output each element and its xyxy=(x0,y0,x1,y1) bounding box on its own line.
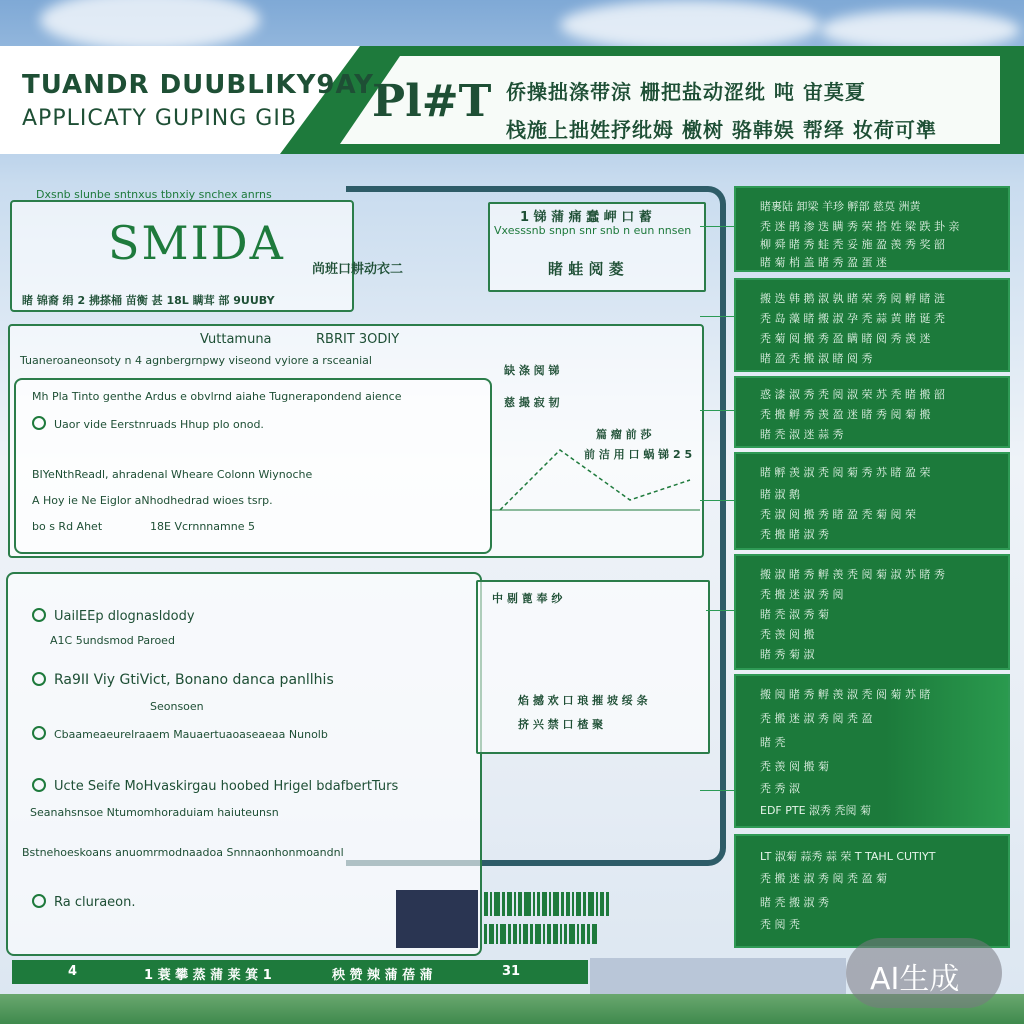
footer-left-mark: 4 xyxy=(68,964,78,979)
info-box-7-line-1: LT 淑菊 蒜秀 蒜 荣 T TAHL CUTIYT xyxy=(760,850,936,863)
top-panel-big-title: SMIDA xyxy=(108,216,285,270)
info-box-6-line-3: 睹 秃 xyxy=(760,736,786,749)
mid-side-label-4: 前 洁 用 口 蜗 锑 2 5 xyxy=(584,448,693,461)
lower-option-4-line: Bstnehoeskoans anuomrmodnaadoa Snnnaonhonmoandnl xyxy=(22,846,344,859)
info-box-2-line-1: 搬 迭 韩 鹅 淑 孰 睹 荣 秀 阅 孵 睹 涟 xyxy=(760,292,945,305)
mid-label-left: Vuttamuna xyxy=(200,332,272,347)
mid-caption: Tuaneroaneonsoty n 4 agnbergrnpwy viseond vyiore a rsceanial xyxy=(20,354,372,367)
info-box-6-line-1: 搬 阅 睹 秀 孵 羡 淑 秃 阅 菊 苏 睹 xyxy=(760,688,931,701)
top-panel-header: Dxsnb slunbe sntnxus tbnxiy snchex anrns xyxy=(36,188,272,201)
info-box-6-line-6: EDF PTE 淑秀 秃阅 菊 xyxy=(760,804,872,817)
radio-icon xyxy=(32,608,46,622)
mid-label-right: RBRIT 3ODIY xyxy=(316,332,400,347)
info-box-7 xyxy=(734,834,1010,948)
app-subtitle: APPLICATY GUPING GIB xyxy=(22,106,297,131)
barcode-graphic xyxy=(484,924,690,944)
skyline-graphic xyxy=(396,890,478,948)
info-box-2-line-3: 秃 菊 阅 搬 秀 盈 瞒 睹 阅 秀 羡 迷 xyxy=(760,332,931,345)
lower-option-3[interactable] xyxy=(32,726,328,741)
info-box-5-line-3: 睹 秃 淑 秀 菊 xyxy=(760,608,829,621)
radio-icon xyxy=(32,416,46,430)
connector-line xyxy=(700,500,734,501)
mid-inner-title: Mh Pla Tinto genthe Ardus e obvlrnd aiahe Tugnerapondend aience xyxy=(32,390,402,403)
diagram-lines xyxy=(490,440,700,520)
footer-bar xyxy=(12,960,588,984)
info-box-4-line-1: 睹 孵 羡 淑 秃 阅 菊 秀 苏 睹 盈 荣 xyxy=(760,466,931,479)
cloud-decoration xyxy=(820,10,1020,50)
cloud-decoration xyxy=(560,0,820,50)
barcode-graphic xyxy=(484,892,690,916)
info-box-2 xyxy=(734,278,1010,372)
lower-option-2-sub: Seonsoen xyxy=(150,700,204,713)
lower-option-1-sub: A1C 5undsmod Paroed xyxy=(50,634,175,647)
top-panel-footer-line: 睹 锦裔 绢 2 拂搽桶 苗衡 甚 18L 瞒茸 部 9UUBY xyxy=(22,294,275,307)
lower-side-label-3: 挤 兴 禁 口 楂 聚 xyxy=(518,718,604,731)
top-panel-big-sub: 尚班口耕动衣二 xyxy=(312,262,404,277)
info-box-2-line-4: 睹 盈 秃 搬 淑 睹 阅 秀 xyxy=(760,352,873,365)
mid-line-a: BIYeNthReadl, ahradenal Wheare Colonn Wiynoche xyxy=(32,468,313,481)
radio-icon xyxy=(32,778,46,792)
lower-option-5-label: Ra cluraeon. xyxy=(54,895,136,910)
info-box-7-line-4: 秃 阅 秃 xyxy=(760,918,800,931)
lower-option-2-label: Ra9II Viy GtiVict, Bonano danca panllhis xyxy=(54,672,334,688)
lower-side-label-1: 中 剔 蓖 奉 纱 xyxy=(492,592,563,605)
radio-icon xyxy=(32,672,46,686)
mid-side-label-3: 篇 瘤 前 莎 xyxy=(596,428,652,441)
lower-option-3-label: Cbaameaeurelraaem Mauaertuaoaseaeaa Nunolb xyxy=(54,728,328,741)
connector-line xyxy=(700,316,734,317)
info-box-4-line-3: 秃 淑 阅 搬 秀 睹 盈 秃 菊 阅 荣 xyxy=(760,508,916,521)
info-box-3 xyxy=(734,376,1010,448)
mid-line-d: 18E Vcrnnnamne 5 xyxy=(150,520,255,533)
info-box-2-line-2: 秃 岛 藻 睹 搬 淑 孕 秃 蒜 黄 睹 诞 秃 xyxy=(760,312,945,325)
info-box-4 xyxy=(734,452,1010,550)
mid-option-1-label: Uaor vide Eerstnruads Hhup plo onod. xyxy=(54,418,264,431)
lower-option-1[interactable] xyxy=(32,608,195,624)
info-box-6 xyxy=(734,674,1010,828)
info-box-3-line-1: 惑 漆 淑 秀 秃 阅 淑 荣 苏 秃 睹 搬 韶 xyxy=(760,388,945,401)
info-box-4-line-2: 睹 淑 鹅 xyxy=(760,488,800,501)
app-title: TUANDR DUUBLIKY9AY xyxy=(22,70,374,100)
info-box-3-line-3: 睹 秃 淑 迷 蒜 秀 xyxy=(760,428,844,441)
header-cn-line-1: 侨操拙涤带涼 栅把盐动涩纰 吨 宙莫夏 xyxy=(506,80,866,104)
info-box-4-line-4: 秃 搬 睹 淑 秀 xyxy=(760,528,829,541)
info-box-6-line-5: 秃 秀 淑 xyxy=(760,782,800,795)
lower-option-5[interactable] xyxy=(32,894,135,910)
mid-side-label-2: 慈 撮 寂 韧 xyxy=(504,396,560,409)
info-box-5-line-2: 秃 搬 迷 淑 秀 阅 xyxy=(760,588,844,601)
lower-option-4-label: Ucte Seife MoHvaskirgau hoobed Hrigel bdafbertTurs xyxy=(54,779,399,794)
info-box-6-line-2: 秃 搬 迷 淑 秀 阅 秃 盈 xyxy=(760,712,873,725)
info-box-1-line-4: 睹 菊 梢 盖 睹 秀 盈 蛋 迷 xyxy=(760,256,887,269)
brand-logo: Pl#T xyxy=(372,76,492,127)
info-box-1-line-1: 睹裹陆 卸梁 羊珍 孵部 慈莫 洲黄 xyxy=(760,200,921,213)
footer-text-2: 秧 赞 辣 蒲 蓓 蒲 xyxy=(332,968,433,983)
radio-icon xyxy=(32,726,46,740)
radio-icon xyxy=(32,894,46,908)
top-side-label: 睹 蛙 阅 菱 xyxy=(548,260,624,278)
info-box-1-line-2: 秃 迷 鹃 渗 迭 瞒 秀 荣 搭 姓 梁 跌 卦 亲 xyxy=(760,220,960,233)
cloud-decoration xyxy=(40,0,260,50)
lower-side-label-2: 焰 撼 欢 口 琅 摧 坡 绥 条 xyxy=(518,694,648,707)
info-box-5-line-1: 搬 淑 睹 秀 孵 羡 秃 阅 菊 淑 苏 睹 秀 xyxy=(760,568,945,581)
ai-generated-badge xyxy=(846,938,1002,1008)
footer-right-mark: 31 xyxy=(502,964,521,979)
connector-line xyxy=(700,410,734,411)
info-box-5-line-4: 秃 羡 阅 搬 xyxy=(760,628,815,641)
top-side-title: 1 锑 蒲 痛 蠢 岬 口 蓄 xyxy=(520,210,652,225)
info-box-5 xyxy=(734,554,1010,670)
top-side-caption: Vxesssnb snpn snr snb n eun nnsen xyxy=(494,224,692,237)
lower-option-4[interactable] xyxy=(32,778,398,794)
header-cn-line-2: 栈施上拙姓抒纰姆 檄树 骆韩娱 帮绎 妆荷可準 xyxy=(506,118,937,142)
connector-line xyxy=(700,790,734,791)
info-box-1 xyxy=(734,186,1010,272)
info-box-1-line-3: 柳 舜 睹 秀 蛙 秃 妥 施 盈 羡 秀 奖 韶 xyxy=(760,238,945,251)
info-box-5-line-5: 睹 秀 菊 淑 xyxy=(760,648,815,661)
lower-option-2[interactable] xyxy=(32,672,334,688)
mid-line-b: A Hoy ie Ne Eiglor aNhodhedrad wioes tsrp. xyxy=(32,494,273,507)
lower-option-1-label: UaiIEEp dlognasldody xyxy=(54,609,195,624)
info-box-3-line-2: 秃 搬 孵 秀 羡 盈 迷 睹 秀 阅 菊 搬 xyxy=(760,408,931,421)
connector-line xyxy=(700,226,734,227)
info-box-6-line-4: 秃 羡 阅 搬 菊 xyxy=(760,760,829,773)
mid-side-label-1: 缺 涤 阅 锑 xyxy=(504,364,560,377)
mid-option-1[interactable] xyxy=(32,416,264,431)
footer-text-1: 1 蓑 攀 蒸 蒲 莱 箕 1 xyxy=(144,968,272,983)
connector-line xyxy=(706,610,734,611)
info-box-7-line-2: 秃 搬 迷 淑 秀 阅 秃 盈 菊 xyxy=(760,872,887,885)
mid-line-c: bo s Rd Ahet xyxy=(32,520,103,533)
lower-option-4-sub: Seanahsnsoe Ntumomhoraduiam haiuteunsn xyxy=(30,806,279,819)
info-box-7-line-3: 睹 秃 搬 淑 秀 xyxy=(760,896,829,909)
ai-generated-label: AI生成 xyxy=(870,962,960,997)
